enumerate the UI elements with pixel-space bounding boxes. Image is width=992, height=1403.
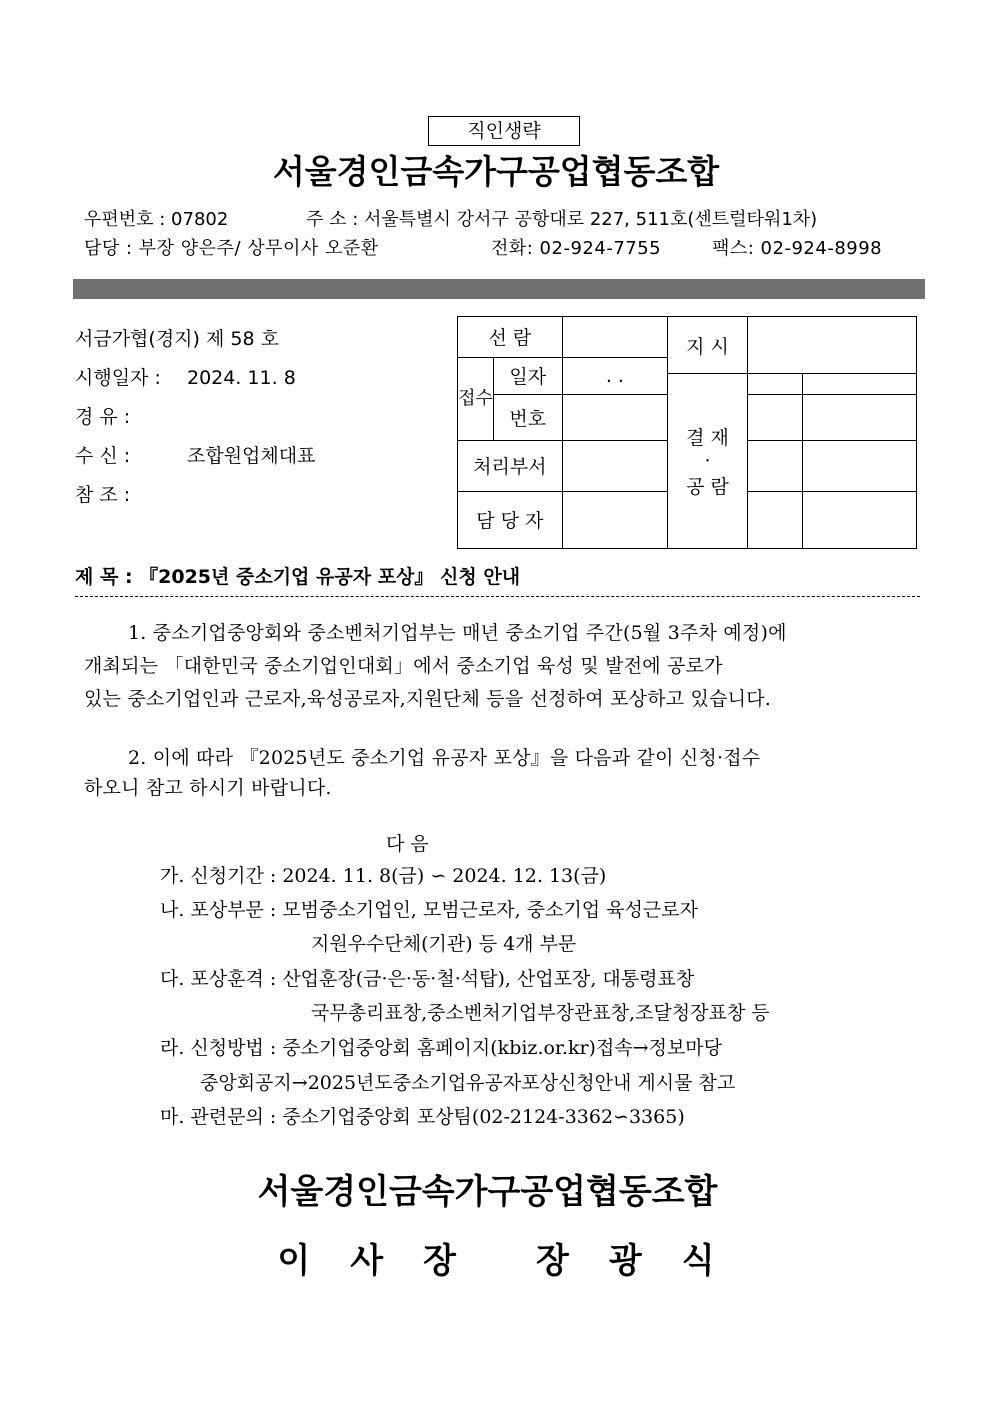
item-award-category-cont: 지원우수단체(기관) 등 4개 부문 bbox=[311, 933, 577, 955]
paragraph-2-line-1: 2. 이에 따라 『2025년도 중소기업 유공자 포상』을 다음과 같이 신청·접수 bbox=[128, 747, 761, 769]
fax-number: 팩스: 02-924-8998 bbox=[712, 238, 883, 259]
approval-department-label: 처리부서 bbox=[458, 440, 563, 491]
footer-organization: 서울경인금속가구공업협동조합 bbox=[257, 1172, 718, 1212]
approval-decision-text: 결 재 bbox=[686, 427, 729, 450]
approval-sign-cell bbox=[747, 394, 802, 440]
approval-staff-value bbox=[562, 491, 667, 548]
approval-date-label: 일자 bbox=[493, 357, 562, 394]
paragraph-1-line-1: 1. 중소기업중앙회와 중소벤처기업부는 매년 중소기업 주간(5월 3주차 예정)에 bbox=[128, 622, 787, 644]
approval-number-label: 번호 bbox=[493, 394, 562, 440]
approval-date-value: . . bbox=[562, 357, 667, 394]
contact-person: 담당 : 부장 양은주/ 상무이사 오준환 bbox=[84, 238, 379, 259]
approval-circulation-text: 공 람 bbox=[686, 476, 729, 499]
item-award-category: 나. 포상부문 : 모범중소기업인, 모범근로자, 중소기업 육성근로자 bbox=[160, 899, 698, 921]
recipient-row bbox=[75, 441, 315, 468]
approval-sign-cell bbox=[802, 491, 916, 548]
recipient-value: 조합원업체대표 bbox=[187, 445, 316, 467]
item-award-grade: 다. 포상훈격 : 산업훈장(금·은·동·철·석탑), 산업포장, 대통령표창 bbox=[160, 968, 695, 990]
approval-sign-cell bbox=[802, 394, 916, 440]
paragraph-1-line-3: 있는 중소기업인과 근로자,육성공로자,지원단체 등을 선정하여 포상하고 있습니다. bbox=[84, 688, 771, 710]
issue-date-value: 2024. 11. 8 bbox=[187, 367, 296, 389]
approval-sign-cell bbox=[747, 374, 802, 394]
approval-decision-dot: · bbox=[704, 450, 711, 473]
subject-line: 제 목 : 『2025년 중소기업 유공자 포상』 신청 안내 bbox=[75, 566, 521, 588]
phone-number: 전화: 02-924-7755 bbox=[491, 238, 662, 259]
item-application-method-cont: 중앙회공지→2025년도중소기업유공자포상신청안내 게시물 참고 bbox=[200, 1072, 736, 1094]
issue-date-row bbox=[75, 363, 296, 390]
document-number: 서금가협(경지) 제 58 호 bbox=[75, 328, 279, 350]
approval-decision-label bbox=[668, 374, 748, 549]
approval-sign-cell bbox=[747, 440, 802, 491]
approval-receipt-label: 접수 bbox=[458, 357, 494, 440]
footer-chairman bbox=[0, 1233, 992, 1282]
issue-date-label: 시행일자 : bbox=[75, 367, 161, 389]
header-divider-bar bbox=[73, 279, 925, 299]
approval-sign-cell bbox=[747, 491, 802, 548]
chairman-char: 식 bbox=[681, 1241, 715, 1281]
approval-sign-cell bbox=[802, 374, 916, 394]
item-application-period: 가. 신청기간 : 2024. 11. 8(금) ∽ 2024. 12. 13(금) bbox=[160, 865, 607, 887]
paragraph-1-line-2: 개최되는 「대한민국 중소기업인대회」에서 중소기업 육성 및 발전에 공로가 bbox=[84, 655, 723, 677]
via-label: 경 유 : bbox=[75, 406, 131, 428]
approval-table bbox=[457, 316, 917, 549]
approval-number-value bbox=[562, 394, 667, 440]
chairman-char: 장 bbox=[423, 1241, 456, 1281]
subject-divider bbox=[75, 596, 920, 597]
reference-row bbox=[75, 480, 187, 507]
chairman-char: 사 bbox=[350, 1241, 384, 1281]
organization-title: 서울경인금속가구공업협동조합 bbox=[272, 152, 720, 191]
approval-preview-label: 선 람 bbox=[458, 317, 563, 358]
item-award-grade-cont: 국무총리표창,중소벤처기업부장관표창,조달청장표창 등 bbox=[311, 1002, 770, 1024]
chairman-char: 장 bbox=[536, 1241, 569, 1281]
item-application-method: 라. 신청방법 : 중소기업중앙회 홈페이지(kbiz.or.kr)접속→정보마당 bbox=[160, 1037, 723, 1059]
via-row bbox=[75, 402, 187, 429]
approval-sign-cell bbox=[802, 440, 916, 491]
recipient-label: 수 신 : bbox=[75, 445, 131, 467]
paragraph-2-line-2: 하오니 참고 하시기 바랍니다. bbox=[84, 777, 332, 799]
chairman-char: 이 bbox=[277, 1241, 311, 1281]
stamp-omitted-note: 직인생략 bbox=[428, 116, 580, 146]
address: 주 소 : 서울특별시 강서구 공항대로 227, 511호(센트럴타워1차) bbox=[306, 209, 818, 230]
approval-staff-label: 담 당 자 bbox=[458, 491, 563, 548]
item-inquiry: 마. 관련문의 : 중소기업중앙회 포상팀(02-2124-3362∽3365) bbox=[160, 1106, 685, 1128]
reference-label: 참 조 : bbox=[75, 484, 131, 506]
following-heading: 다 음 bbox=[386, 833, 429, 855]
approval-department-value bbox=[562, 440, 667, 491]
approval-instruction-cell bbox=[747, 317, 916, 374]
postal-code: 우편번호 : 07802 bbox=[84, 209, 229, 230]
approval-preview-cell bbox=[562, 317, 667, 358]
chairman-char: 광 bbox=[608, 1241, 642, 1281]
approval-instruction-label: 지 시 bbox=[668, 317, 748, 374]
